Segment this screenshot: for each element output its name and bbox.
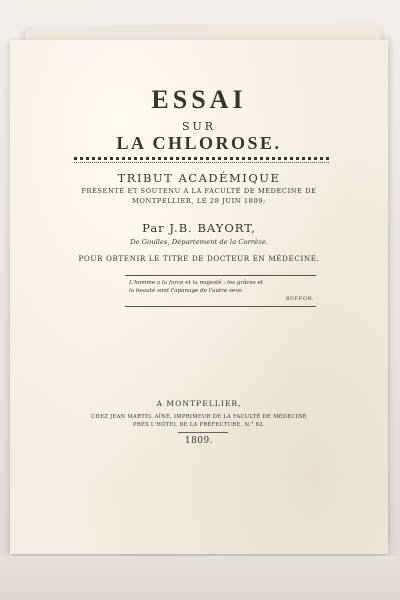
imprint-city: A MONTPELLIER, bbox=[156, 399, 242, 408]
imprint-year: 1809. bbox=[184, 436, 214, 446]
imprint-printer: CHEZ JEAN MARTEL AÎNÉ, IMPRIMEUR DE LA FACULTÉ DE MÉDECINE bbox=[91, 414, 307, 420]
tribute-heading: TRIBUT ACADÉMIQUE bbox=[117, 171, 281, 185]
author-origin: De Goulles, Département de la Corrèze. bbox=[130, 238, 268, 246]
degree-statement: POUR OBTENIR LE TITRE DE DOCTEUR EN MÉDECINE. bbox=[78, 254, 320, 263]
imprint-address: PRÈS L'HÔTEL DE LA PRÉFECTURE, N.° 62. bbox=[133, 422, 265, 428]
epigraph bbox=[125, 275, 316, 307]
title-sur: SUR bbox=[181, 120, 217, 133]
tribute-line-2: MONTPELLIER, LE 28 JUIN 1809; bbox=[132, 197, 266, 205]
short-rule bbox=[178, 432, 228, 433]
epigraph-line-1: L'homme a la force et la majesté ; les grâces et bbox=[129, 280, 264, 286]
title-page bbox=[10, 40, 388, 554]
title-subject: LA CHLOROSE. bbox=[116, 133, 282, 153]
title-essai: ESSAI bbox=[151, 85, 247, 114]
author-name: Par J.B. BAYORT, bbox=[142, 221, 256, 235]
ornamental-rule bbox=[74, 157, 329, 163]
epigraph-line-2: la beauté sont l'apanage de l'autre sexe. bbox=[129, 288, 244, 294]
epigraph-attribution: BUFFON. bbox=[285, 296, 314, 302]
tribute-line-1: PRÉSENTÉ ET SOUTENU A LA FACULTÉ DE MÉDECINE DE bbox=[81, 187, 317, 195]
table-surface bbox=[0, 556, 400, 600]
